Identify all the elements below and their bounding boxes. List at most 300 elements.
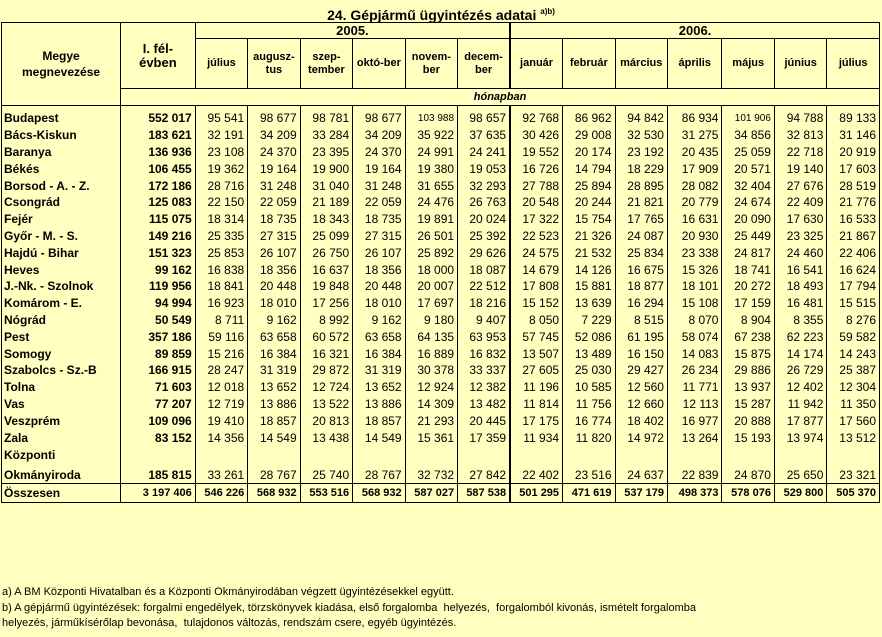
month-value: 12 660 [615, 396, 667, 413]
month-value: 26 234 [667, 362, 721, 379]
half-year-value: 106 455 [121, 160, 196, 177]
region-name: Somogy [2, 345, 121, 362]
month-header: január [510, 39, 562, 89]
region-name: Csongrád [2, 194, 121, 211]
month-value: 25 099 [300, 228, 352, 245]
region-name: Baranya [2, 144, 121, 161]
month-value: 25 059 [722, 144, 774, 161]
table-row [2, 446, 880, 484]
month-value: 17 359 [458, 429, 511, 446]
month-value: 19 164 [353, 160, 405, 177]
month-value: 17 159 [722, 295, 774, 312]
half-year-value: 136 936 [121, 144, 196, 161]
table-row [2, 328, 880, 345]
month-value: 21 821 [615, 194, 667, 211]
month-value: 14 126 [563, 261, 615, 278]
month-value: 12 113 [667, 396, 721, 413]
month-header: február [563, 39, 615, 89]
month-value: 13 482 [458, 396, 511, 413]
region-name: Győr - M. - S. [2, 228, 121, 245]
region-name: Hajdú - Bihar [2, 244, 121, 261]
table-row [2, 396, 880, 413]
month-value: 8 050 [510, 312, 562, 329]
month-value: 19 848 [300, 278, 352, 295]
month-value: 25 834 [615, 244, 667, 261]
month-value: 24 476 [405, 194, 457, 211]
month-value: 27 315 [353, 228, 405, 245]
table-row [2, 362, 880, 379]
month-value: 15 326 [667, 261, 721, 278]
month-value: 20 435 [667, 144, 721, 161]
month-value: 89 133 [827, 106, 880, 127]
half-year-value: 109 096 [121, 412, 196, 429]
half-year-value: 50 549 [121, 312, 196, 329]
month-value: 20 448 [353, 278, 405, 295]
region-name: Heves [2, 261, 121, 278]
month-value: 32 404 [722, 177, 774, 194]
table-row [2, 160, 880, 177]
month-value: 16 726 [510, 160, 562, 177]
month-value: 9 162 [353, 312, 405, 329]
month-value: 8 992 [300, 312, 352, 329]
month-value: 32 293 [458, 177, 511, 194]
month-value: 31 319 [248, 362, 300, 379]
month-value: 31 655 [405, 177, 457, 194]
region-name-line: Központi [4, 447, 56, 462]
month-value: 13 886 [248, 396, 300, 413]
half-year-value: 166 915 [121, 362, 196, 379]
month-value: 16 889 [405, 345, 457, 362]
region-name [2, 446, 121, 484]
month-value: 63 658 [248, 328, 300, 345]
footnote-b-line1: b) A gépjármű ügyintézések: forgalmi engedélyek, törzskönyvek kiadása, első forgalomba helyezés, forgalomból kivonás, ismételt forgalomba [2, 601, 696, 614]
month-value: 15 216 [195, 345, 247, 362]
month-value: 21 532 [563, 244, 615, 261]
month-value: 11 196 [510, 379, 562, 396]
footnote-b-line2: helyezés, járműkísérőlap bevonása, tulajdonos változás, rendszám csere, egyéb ügyintézés. [2, 617, 457, 629]
month-value: 25 894 [563, 177, 615, 194]
region-name: Békés [2, 160, 121, 177]
month-value: 14 243 [827, 345, 880, 362]
region-name-line: Okmányiroda [4, 467, 81, 482]
month-value: 13 507 [510, 345, 562, 362]
month-value: 15 515 [827, 295, 880, 312]
region-name: Bács-Kiskun [2, 127, 121, 144]
month-value: 28 767 [353, 446, 405, 484]
month-value: 18 735 [248, 211, 300, 228]
month-value: 13 512 [827, 429, 880, 446]
month-value: 32 191 [195, 127, 247, 144]
month-value: 12 382 [458, 379, 511, 396]
month-value: 17 697 [405, 295, 457, 312]
month-value: 22 718 [774, 144, 826, 161]
month-value: 14 083 [667, 345, 721, 362]
month-value: 13 974 [774, 429, 826, 446]
month-header: decem-ber [458, 39, 511, 89]
footnotes [2, 585, 880, 632]
month-value: 12 719 [195, 396, 247, 413]
month-value: 21 776 [827, 194, 880, 211]
month-value: 9 180 [405, 312, 457, 329]
month-value: 98 657 [458, 106, 511, 127]
month-value: 11 934 [510, 429, 562, 446]
half-year-header [121, 23, 196, 89]
month-value: 17 175 [510, 412, 562, 429]
region-name: Tolna [2, 379, 121, 396]
month-value: 14 972 [615, 429, 667, 446]
half-year-value: 151 323 [121, 244, 196, 261]
month-value: 22 150 [195, 194, 247, 211]
table-row [2, 244, 880, 261]
half-year-value: 357 186 [121, 328, 196, 345]
data-table [1, 22, 880, 503]
month-value: 18 343 [300, 211, 352, 228]
table-row [2, 278, 880, 295]
month-value: 587 027 [405, 483, 457, 502]
month-value: 24 637 [615, 446, 667, 484]
month-value: 471 619 [563, 483, 615, 502]
month-value: 20 090 [722, 211, 774, 228]
month-value: 17 765 [615, 211, 667, 228]
month-value: 98 781 [300, 106, 352, 127]
month-value: 16 923 [195, 295, 247, 312]
month-value: 8 515 [615, 312, 667, 329]
month-value: 52 086 [563, 328, 615, 345]
region-name: Fejér [2, 211, 121, 228]
month-value: 31 040 [300, 177, 352, 194]
month-value: 498 373 [667, 483, 721, 502]
month-value: 86 934 [667, 106, 721, 127]
half-year-value: 71 603 [121, 379, 196, 396]
month-value: 24 817 [722, 244, 774, 261]
month-value: 24 575 [510, 244, 562, 261]
month-value: 98 677 [353, 106, 405, 127]
half-year-value: 125 083 [121, 194, 196, 211]
region-name: Vas [2, 396, 121, 413]
month-value: 12 560 [615, 379, 667, 396]
month-value: 14 309 [405, 396, 457, 413]
table-row [2, 412, 880, 429]
month-value: 13 489 [563, 345, 615, 362]
month-value: 14 549 [248, 429, 300, 446]
month-value: 32 530 [615, 127, 667, 144]
month-value: 13 639 [563, 295, 615, 312]
table-row [2, 312, 880, 329]
region-name: Szabolcs - Sz.-B [2, 362, 121, 379]
month-value: 18 010 [353, 295, 405, 312]
table-body [2, 106, 880, 503]
month-value: 95 541 [195, 106, 247, 127]
footnote-a: a) A BM Központi Hivatalban és a Központi Okmányirodában végzett ügyintézésekkel együtt. [2, 586, 454, 598]
month-value: 17 909 [667, 160, 721, 177]
month-value: 23 516 [563, 446, 615, 484]
month-value: 14 549 [353, 429, 405, 446]
month-value: 20 779 [667, 194, 721, 211]
month-value: 26 750 [300, 244, 352, 261]
month-header: május [722, 39, 774, 89]
month-value: 16 541 [774, 261, 826, 278]
month-value: 29 872 [300, 362, 352, 379]
month-value: 13 522 [300, 396, 352, 413]
month-value: 18 087 [458, 261, 511, 278]
month-value: 58 074 [667, 328, 721, 345]
month-value: 64 135 [405, 328, 457, 345]
month-value: 568 932 [353, 483, 405, 502]
month-value: 17 630 [774, 211, 826, 228]
month-value: 20 919 [827, 144, 880, 161]
month-value: 11 942 [774, 396, 826, 413]
table-row [2, 261, 880, 278]
month-value: 13 886 [353, 396, 405, 413]
month-value: 26 729 [774, 362, 826, 379]
month-value: 13 438 [300, 429, 352, 446]
month-value: 25 449 [722, 228, 774, 245]
month-value: 12 304 [827, 379, 880, 396]
month-value: 101 906 [722, 106, 774, 127]
region-name: Veszprém [2, 412, 121, 429]
half-year-value: 77 207 [121, 396, 196, 413]
month-value: 25 650 [774, 446, 826, 484]
month-value: 29 008 [563, 127, 615, 144]
month-value: 34 856 [722, 127, 774, 144]
month-value: 21 326 [563, 228, 615, 245]
half-year-header-label: I. fél-évben [139, 40, 177, 70]
month-value: 8 904 [722, 312, 774, 329]
month-value: 13 264 [667, 429, 721, 446]
month-value: 22 409 [774, 194, 826, 211]
page-title [0, 0, 882, 22]
month-value: 29 626 [458, 244, 511, 261]
month-value: 11 756 [563, 396, 615, 413]
month-value: 28 247 [195, 362, 247, 379]
month-value: 32 813 [774, 127, 826, 144]
table-row [2, 177, 880, 194]
month-value: 16 977 [667, 412, 721, 429]
month-value: 28 082 [667, 177, 721, 194]
month-value: 20 445 [458, 412, 511, 429]
month-value: 92 768 [510, 106, 562, 127]
month-value: 24 370 [248, 144, 300, 161]
month-value: 18 841 [195, 278, 247, 295]
month-value: 14 679 [510, 261, 562, 278]
month-value: 16 150 [615, 345, 667, 362]
month-value: 14 794 [563, 160, 615, 177]
month-value: 22 839 [667, 446, 721, 484]
month-value: 19 053 [458, 160, 511, 177]
month-header: június [774, 39, 826, 89]
month-value: 21 293 [405, 412, 457, 429]
month-value: 24 674 [722, 194, 774, 211]
month-value: 20 813 [300, 412, 352, 429]
month-value: 22 406 [827, 244, 880, 261]
month-value: 33 337 [458, 362, 511, 379]
month-value: 16 774 [563, 412, 615, 429]
month-value: 15 193 [722, 429, 774, 446]
month-value: 12 724 [300, 379, 352, 396]
month-value: 23 325 [774, 228, 826, 245]
month-value: 27 315 [248, 228, 300, 245]
month-value: 25 892 [405, 244, 457, 261]
month-value: 22 512 [458, 278, 511, 295]
month-value: 23 338 [667, 244, 721, 261]
month-value: 11 350 [827, 396, 880, 413]
month-value: 31 146 [827, 127, 880, 144]
half-year-value: 115 075 [121, 211, 196, 228]
month-value: 16 637 [300, 261, 352, 278]
month-value: 12 018 [195, 379, 247, 396]
month-value: 30 378 [405, 362, 457, 379]
month-value: 18 402 [615, 412, 667, 429]
year-2006-header: 2006. [510, 23, 879, 39]
month-value: 15 881 [563, 278, 615, 295]
month-header: szep-tember [300, 39, 352, 89]
month-value: 21 867 [827, 228, 880, 245]
region-name: Zala [2, 429, 121, 446]
month-value: 23 321 [827, 446, 880, 484]
month-value: 18 101 [667, 278, 721, 295]
month-value: 8 355 [774, 312, 826, 329]
month-value: 94 842 [615, 106, 667, 127]
table-row [2, 211, 880, 228]
month-value: 20 244 [563, 194, 615, 211]
month-value: 11 820 [563, 429, 615, 446]
month-value: 19 891 [405, 211, 457, 228]
month-value: 19 362 [195, 160, 247, 177]
title-text: 24. Gépjármű ügyintézés adatai [327, 7, 537, 23]
month-value: 22 402 [510, 446, 562, 484]
month-value: 553 516 [300, 483, 352, 502]
month-value: 20 571 [722, 160, 774, 177]
region-name: Budapest [2, 106, 121, 127]
month-value: 17 322 [510, 211, 562, 228]
month-value: 20 007 [405, 278, 457, 295]
month-value: 11 814 [510, 396, 562, 413]
month-header: novem-ber [405, 39, 457, 89]
month-value: 60 572 [300, 328, 352, 345]
month-value: 62 223 [774, 328, 826, 345]
month-value: 23 395 [300, 144, 352, 161]
month-value: 8 276 [827, 312, 880, 329]
month-value: 63 953 [458, 328, 511, 345]
table-row [2, 144, 880, 161]
month-value: 24 991 [405, 144, 457, 161]
month-value: 23 192 [615, 144, 667, 161]
month-value: 501 295 [510, 483, 562, 502]
month-value: 568 932 [248, 483, 300, 502]
month-value: 22 523 [510, 228, 562, 245]
month-value: 18 857 [353, 412, 405, 429]
month-value: 31 275 [667, 127, 721, 144]
month-value: 17 560 [827, 412, 880, 429]
table-row [2, 483, 880, 502]
month-value: 34 209 [248, 127, 300, 144]
month-value: 22 059 [353, 194, 405, 211]
month-header: március [615, 39, 667, 89]
month-value: 16 533 [827, 211, 880, 228]
month-value: 13 652 [248, 379, 300, 396]
month-value: 8 711 [195, 312, 247, 329]
month-value: 26 501 [405, 228, 457, 245]
month-value: 24 241 [458, 144, 511, 161]
month-value: 57 745 [510, 328, 562, 345]
table-row [2, 345, 880, 362]
region-name: Borsod - A. - Z. [2, 177, 121, 194]
month-value: 16 384 [248, 345, 300, 362]
month-value: 20 174 [563, 144, 615, 161]
month-value: 15 361 [405, 429, 457, 446]
half-year-value: 183 621 [121, 127, 196, 144]
half-year-value: 94 994 [121, 295, 196, 312]
month-value: 20 448 [248, 278, 300, 295]
month-value: 16 631 [667, 211, 721, 228]
month-value: 61 195 [615, 328, 667, 345]
table-row [2, 194, 880, 211]
month-value: 27 842 [458, 446, 511, 484]
month-value: 25 392 [458, 228, 511, 245]
unit-header: hónapban [121, 89, 880, 106]
month-value: 29 886 [722, 362, 774, 379]
month-value: 14 356 [195, 429, 247, 446]
month-value: 24 087 [615, 228, 667, 245]
table-row [2, 228, 880, 245]
month-value: 19 140 [774, 160, 826, 177]
month-value: 546 226 [195, 483, 247, 502]
month-value: 578 076 [722, 483, 774, 502]
region-name: Nógrád [2, 312, 121, 329]
month-value: 13 937 [722, 379, 774, 396]
month-value: 16 481 [774, 295, 826, 312]
month-value: 103 988 [405, 106, 457, 127]
region-name: Pest [2, 328, 121, 345]
month-value: 15 287 [722, 396, 774, 413]
month-value: 28 895 [615, 177, 667, 194]
month-value: 16 294 [615, 295, 667, 312]
month-value: 59 116 [195, 328, 247, 345]
half-year-value: 185 815 [121, 446, 196, 484]
month-value: 8 070 [667, 312, 721, 329]
month-value: 18 877 [615, 278, 667, 295]
month-value: 10 585 [563, 379, 615, 396]
half-year-value: 119 956 [121, 278, 196, 295]
month-value: 19 552 [510, 144, 562, 161]
month-value: 31 248 [248, 177, 300, 194]
month-value: 35 922 [405, 127, 457, 144]
month-value: 27 788 [510, 177, 562, 194]
month-value: 25 387 [827, 362, 880, 379]
table-row [2, 379, 880, 396]
month-value: 19 900 [300, 160, 352, 177]
month-value: 31 248 [353, 177, 405, 194]
month-value: 26 763 [458, 194, 511, 211]
month-value: 7 229 [563, 312, 615, 329]
title-footnote-ref: a)b) [540, 7, 555, 16]
month-value: 63 658 [353, 328, 405, 345]
month-value: 16 321 [300, 345, 352, 362]
year-2005-header: 2005. [195, 23, 510, 39]
month-value: 17 808 [510, 278, 562, 295]
month-value: 16 675 [615, 261, 667, 278]
month-header: októ-ber [353, 39, 405, 89]
month-value: 86 962 [563, 106, 615, 127]
month-value: 37 635 [458, 127, 511, 144]
month-value: 13 652 [353, 379, 405, 396]
month-value: 20 888 [722, 412, 774, 429]
month-value: 21 189 [300, 194, 352, 211]
month-value: 18 741 [722, 261, 774, 278]
month-value: 29 427 [615, 362, 667, 379]
month-value: 67 238 [722, 328, 774, 345]
month-value: 20 548 [510, 194, 562, 211]
